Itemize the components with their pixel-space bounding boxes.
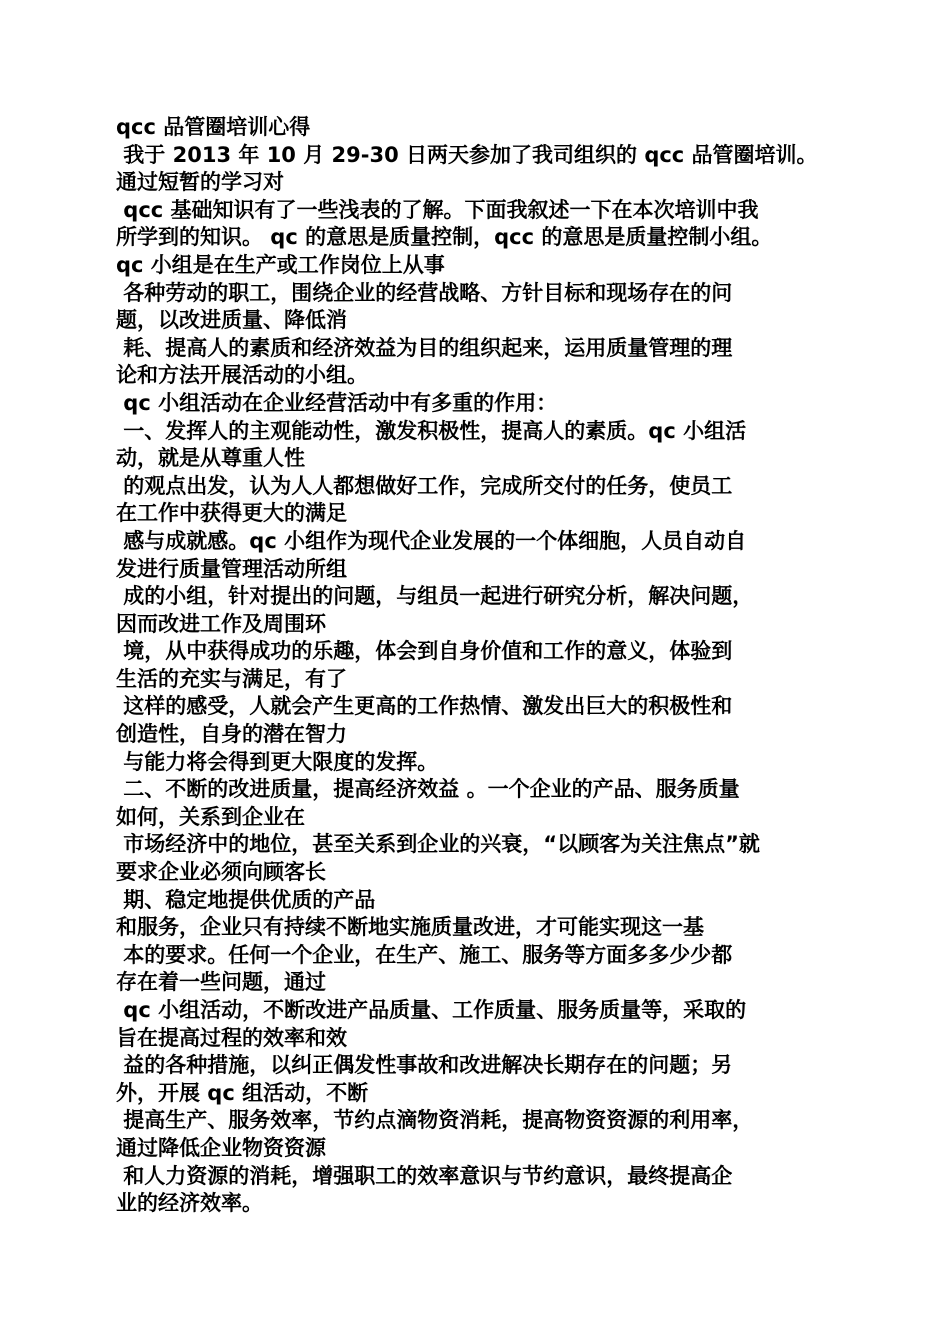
body-text-line: 二、不断的改进质量，提高经济效益 。一个企业的产品、服务质量 (116, 777, 740, 802)
body-text-line: 要求企业必须向顾客长 (116, 860, 326, 885)
body-text-line: 存在着一些问题，通过 (116, 970, 326, 995)
body-text-line: 业的经济效率。 (116, 1191, 263, 1216)
body-text-line: 动，就是从尊重人性 (116, 446, 305, 471)
body-text-line: 和服务，企业只有持续不断地实施质量改进，才可能实现这一基 (116, 915, 704, 940)
body-text-line: 这样的感受，人就会产生更高的工作热情、激发出巨大的积极性和 (116, 694, 733, 719)
body-text-line: 期、稳定地提供优质的产品 (116, 887, 376, 912)
body-text-line: 提高生产、服务效率，节约点滴物资消耗，提高物资资源的利用率， (116, 1108, 754, 1133)
body-text-line: 生活的充实与满足，有了 (116, 666, 347, 691)
body-text-line: qc 小组是在生产或工作岗位上从事 (116, 252, 445, 277)
body-text-line: 市场经济中的地位，甚至关系到企业的兴衰，“以顾客为关注焦点”就 (116, 832, 760, 857)
body-text-line: 旨在提高过程的效率和效 (116, 1025, 347, 1050)
body-text-line: 各种劳动的职工，围绕企业的经营战略、方针目标和现场存在的问 (116, 280, 733, 305)
body-text-line: 与能力将会得到更大限度的发挥。 (116, 749, 439, 774)
body-text-line: 题，以改进质量、降低消 (116, 308, 347, 333)
body-text-line: 我于 2013 年 10 月 29-30 日两天参加了我司组织的 qcc 品管圈培训。 (116, 142, 818, 167)
body-text-line: 和人力资源的消耗，增强职工的效率意识与节约意识，最终提高企 (116, 1163, 733, 1188)
body-text-line: qc 小组活动在企业经营活动中有多重的作用： (116, 390, 558, 415)
body-text-line: qc 小组活动，不断改进产品质量、工作质量、服务质量等，采取的 (116, 998, 747, 1022)
body-text-line: 境，从中获得成功的乐趣，体会到自身价值和工作的意义，体验到 (116, 639, 733, 664)
body-text-line: 成的小组，针对提出的问题，与组员一起进行研究分析，解决问题， (116, 584, 754, 609)
body-text-line: 论和方法开展活动的小组。 (116, 363, 368, 388)
body-text-line: 本的要求。任何一个企业，在生产、施工、服务等方面多多少少都 (116, 942, 733, 967)
body-text-line: 所学到的知识。 qc 的意思是质量控制，qcc 的意思是质量控制小组。 (116, 225, 773, 250)
body-text-line: qcc 基础知识有了一些浅表的了解。下面我叙述一下在本次培训中我 (116, 197, 759, 222)
body-text-line: 通过降低企业物资资源 (116, 1135, 326, 1160)
body-text-line: 在工作中获得更大的满足 (116, 501, 347, 526)
document-title: qcc 品管圈培训心得 (116, 115, 311, 139)
body-text-line: 的观点出发，认为人人都想做好工作，完成所交付的任务，使员工 (116, 473, 733, 498)
body-text-line: 发进行质量管理活动所组 (116, 556, 347, 581)
body-text-line: 因而改进工作及周围环 (116, 611, 326, 636)
body-text-line: 感与成就感。qc 小组作为现代企业发展的一个体细胞，人员自动自 (116, 528, 747, 553)
document-body (116, 114, 846, 1218)
body-text-line: 创造性，自身的潜在智力 (116, 722, 347, 747)
body-text-line: 如何，关系到企业在 (116, 804, 305, 829)
body-text-line: 外，开展 qc 组活动，不断 (116, 1080, 369, 1105)
body-text-line: 耗、提高人的素质和经济效益为目的组织起来，运用质量管理的理 (116, 335, 733, 360)
body-text-line: 益的各种措施，以纠正偶发性事故和改进解决长期存在的问题；另 (116, 1053, 733, 1078)
body-text-line: 通过短暂的学习对 (116, 170, 284, 195)
body-text-line: 一、发挥人的主观能动性，激发积极性，提高人的素质。qc 小组活 (116, 418, 747, 443)
